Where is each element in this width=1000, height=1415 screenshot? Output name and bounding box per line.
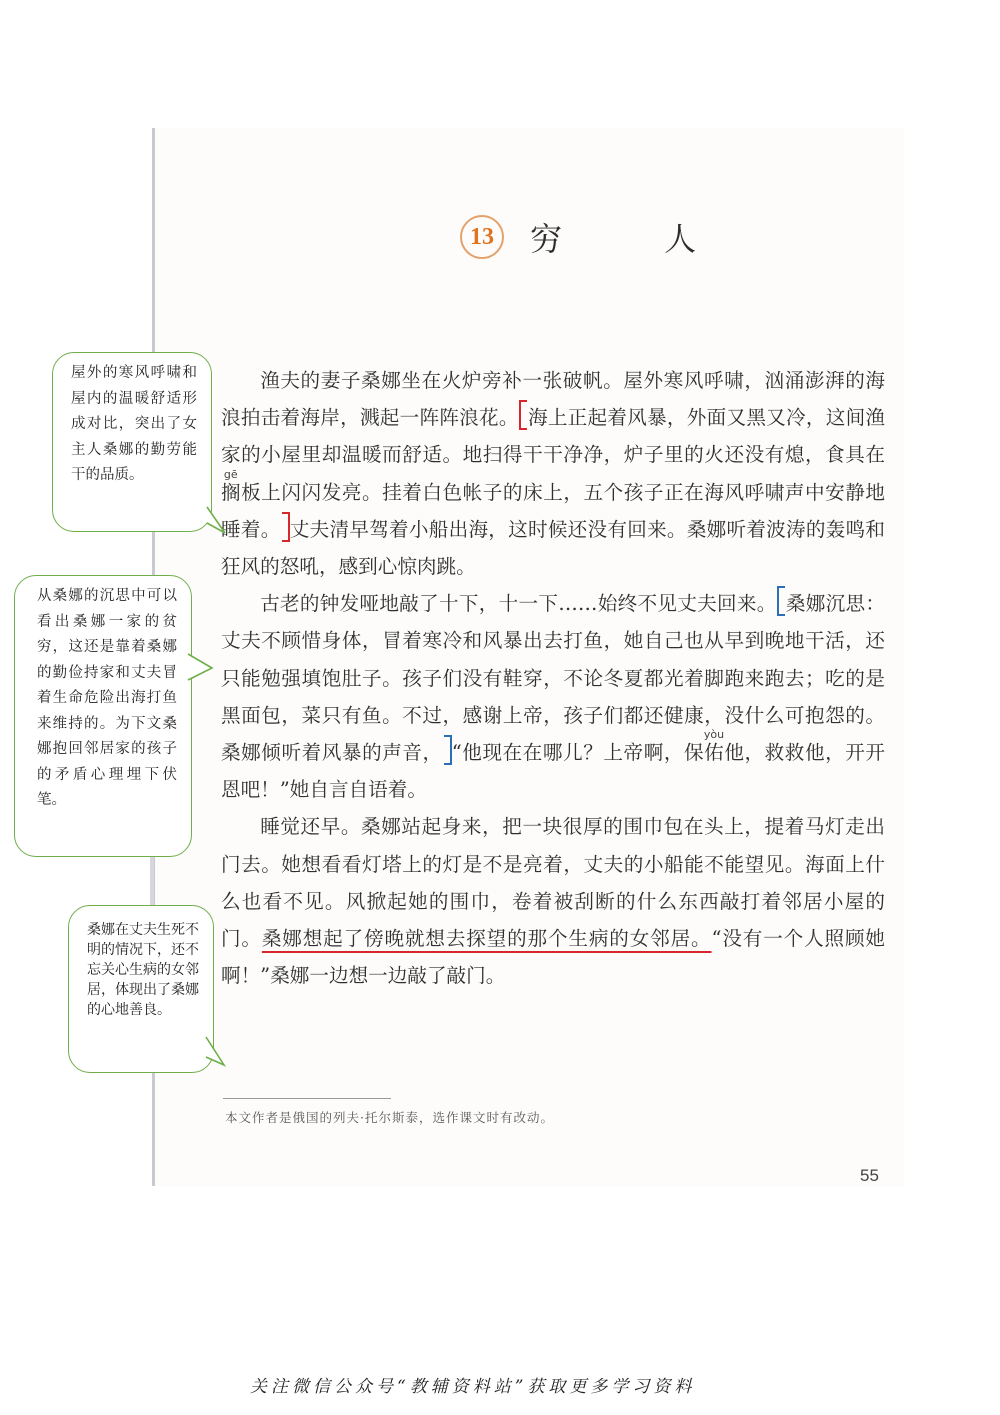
page-number: 55 [860,1166,879,1185]
lesson-body [221,362,885,994]
annotation-text-3: 桑娜在丈夫生死不明的情况下，还不忘关心生病的女邻居，体现出了桑娜的心地善良。 [87,922,199,1018]
footnote-divider [223,1098,391,1099]
p2-text-b: 桑娜沉思：丈夫不顾惜身体，冒着寒冷和风暴出去打鱼，她自己也从早到晚地干活，还只能勉强填饱肚子。孩子们没有鞋穿，不论冬夏都光着脚跑来跑去；吃的是黑面包，菜只有鱼。不过，感谢上帝，孩子们都还健康，没什么可抱怨的。桑娜倾听着风暴的声音， [221,592,886,765]
ruby-you [703,728,725,765]
lesson-number: 13 [470,223,494,250]
p1-text-a: 渔夫的妻子桑娜坐在火炉旁补一张破帆。屋外寒风呼啸，汹涌澎湃的海浪拍击着海岸，溅起一阵阵浪花。 [221,369,885,430]
ruby-ge [221,467,242,504]
p2-text-c2: 他，救救他，开开恩吧！”她自言自语着。 [221,741,886,802]
blue-bracket-close [444,735,452,765]
lesson-title-text: 穷 人 [530,220,743,258]
blue-bracket-open [777,586,785,616]
ruby-pinyin-ge: gē [221,467,241,481]
p3-text-c: “没有一个人照顾她啊！”桑娜一边想一边敲了敲门。 [221,927,885,988]
ruby-char-ge: 搁 [221,480,242,504]
p2-text-a: 古老的钟发哑地敲了十下，十一下……始终不见丈夫回来。 [260,592,777,616]
underlined-sentence: 桑娜想起了傍晚就想去探望的那个生病的女邻居。 [261,927,712,951]
bubble-tail-2 [186,650,216,690]
ruby-char-you: 佑 [703,741,725,765]
annotation-bubble-1 [52,352,212,532]
red-bracket-close [282,512,290,542]
paragraph-2 [221,585,885,808]
lesson-number-badge [460,215,504,259]
annotation-text-1: 屋外的寒风呼啸和屋内的温暖舒适形成对比，突出了女主人桑娜的勤劳能干的品质。 [71,365,197,483]
paragraph-1 [221,362,885,585]
p3-text-a: 睡觉还早。桑娜站起身来，把一块很厚的围巾包在头上，提着马灯走出门去。她想看看灯塔上的灯是不是亮着，丈夫的小船能不能望见。海面上什么也看不见。风掀起她的围巾，卷着被刮断的什么东西敲打着邻居小屋的门。 [221,815,885,951]
annotation-text-2: 从桑娜的沉思中可以看出桑娜一家的贫穷，这还是靠着桑娜的勤俭持家和丈夫冒着生命危险出海打鱼来维持的。为下文桑娜抱回邻居家的孩子的矛盾心理埋下伏笔。 [37,588,177,808]
bubble-tail-3 [204,1035,230,1075]
p2-text-c1: “他现在在哪儿？上帝啊，保 [451,741,705,765]
lesson-title [460,212,742,262]
footnote: 本文作者是俄国的列夫·托尔斯泰，选作课文时有改动。 [225,1110,554,1125]
promo-banner: 关注微信公众号“教辅资料站”获取更多学习资料 [250,1377,696,1397]
annotation-bubble-3 [68,905,214,1073]
p1-text-c: 丈夫清早驾着小船出海，这时候还没有回来。桑娜听着波涛的轰鸣和狂风的怒吼，感到心惊肉跳。 [221,517,886,579]
paragraph-3 [221,808,885,994]
red-bracket-open [519,400,527,430]
annotation-bubble-2 [14,575,192,857]
p1-text-b2: 板上闪闪发亮。挂着白色帐子的床上，五个孩子正在海风呼啸声中安静地睡着。 [221,480,886,541]
bubble-tail-1 [205,505,229,545]
p1-text-b1: 海上正起着风暴，外面又黑又冷，这间渔家的小屋里却温暖而舒适。地扫得干干净净，炉子里的火还没有熄，食具在 [221,406,886,467]
ruby-pinyin-you: yòu [703,728,725,742]
